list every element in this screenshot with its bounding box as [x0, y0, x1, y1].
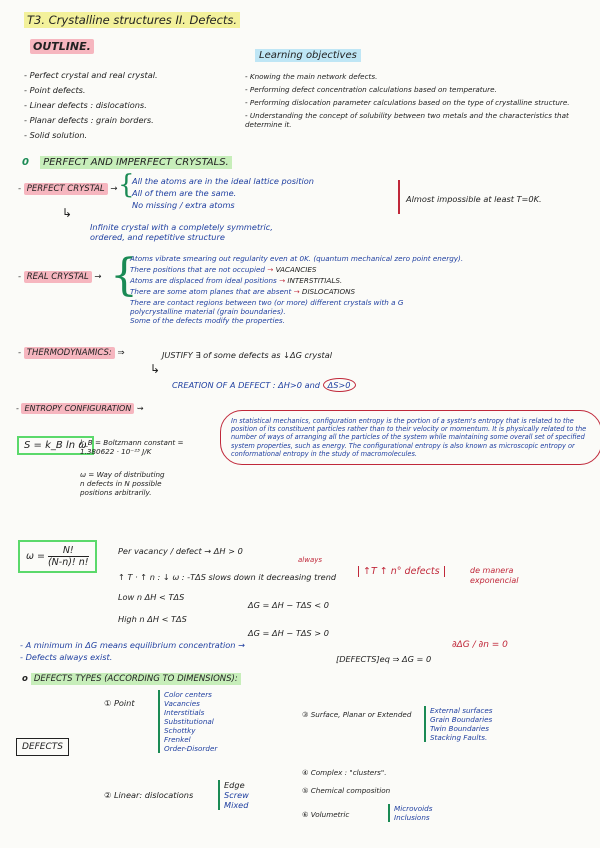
arrow-icon: ↳ — [62, 206, 73, 220]
entropy-label: - ENTROPY CONFIGURATION ⇝ — [16, 404, 144, 413]
thermo-creation: CREATION OF A DEFECT : ΔH>0 and ΔS>0 — [172, 380, 356, 390]
objective-item: - Understanding the concept of solubility between two metals and the characteristics that determine it. — [245, 111, 569, 129]
arrow-icon: ↳ — [150, 362, 161, 376]
type-linear: ② Linear: dislocations — [104, 790, 194, 800]
vacancy-derivative: ∂ΔG / ∂n = 0 — [452, 640, 508, 650]
entropy-kb: k_B = Boltzmann constant = 1.380622 · 10⁻²³ J/K — [80, 438, 184, 456]
real-brace-icon: { — [110, 250, 138, 301]
vacancy-minimum: - A minimum in ΔG means equilibrium concentration → — [20, 640, 245, 650]
thermo-justify: JUSTIFY ∃ of some defects as ↓ΔG crystal — [162, 350, 333, 360]
vacancy-dg-1: ΔG = ΔH − TΔS < 0 — [248, 600, 329, 610]
vacancy-line-3: Low n ΔH < TΔS — [118, 592, 185, 602]
outline-list — [24, 70, 244, 140]
outline-item: - Planar defects : grain borders. — [24, 115, 154, 125]
perfect-note: Almost impossible at least T=0K. — [406, 194, 542, 204]
page-title: T3. Crystalline structures II. Defects. — [24, 12, 240, 28]
type-linear-list: Edge Screw Mixed — [218, 780, 249, 810]
type-volumetric-list: Microvoids Inclusions — [388, 804, 432, 822]
type-point-list: Color centers Vacancies Interstitials Substitutional Schottky Frenkel Order-Disorder — [158, 690, 217, 753]
objectives-list — [245, 72, 575, 129]
entropy-formula: S = k_B ln ω — [17, 436, 94, 455]
perfect-crystal-label: - PERFECT CRYSTAL → — [18, 184, 118, 194]
entropy-omega: ω = Way of distributing n defects in N possible positions arbitrarily. — [80, 470, 165, 497]
outline-item: - Point defects. — [24, 85, 86, 95]
vacancy-exponential: de manera exponencial — [470, 566, 519, 585]
defects-label: DEFECTS — [16, 738, 69, 756]
real-crystal-label: - REAL CRYSTAL → — [18, 272, 102, 282]
section-0-heading: 0 PERFECT AND IMPERFECT CRYSTALS. — [22, 157, 232, 168]
types-heading: o DEFECTS TYPES (ACCORDING TO DIMENSIONS): — [22, 674, 241, 684]
perfect-brace-icon: { — [118, 170, 135, 200]
type-point: ① Point — [104, 698, 135, 708]
objective-item: - Performing dislocation parameter calculations based on the type of crystalline structure. — [245, 98, 570, 107]
section-0-title: PERFECT AND IMPERFECT CRYSTALS. — [40, 156, 232, 169]
vacancy-exist: - Defects always exist. — [20, 652, 113, 662]
type-complex: ④ Complex : "clusters". — [302, 768, 387, 777]
omega-formula: ω = $\frac{N!}{(N-n)! n!}$ — [18, 540, 97, 573]
vacancy-line-1: Per vacancy / defect → ΔH > 0 — [118, 546, 243, 556]
vacancy-boxed: ↑T ↑ n° defects — [358, 566, 445, 577]
objectives-heading — [255, 50, 361, 61]
vacancy-line-2: ↑ T · ↑ n : ↓ ω : -TΔS slows down it decreasing trend — [118, 572, 337, 582]
vacancy-line-4: High n ΔH < TΔS — [118, 614, 187, 624]
outline-item: - Perfect crystal and real crystal. — [24, 70, 158, 80]
type-volumetric: ⑥ Volumetric — [302, 810, 350, 819]
vacancy-eq: [DEFECTS]eq ⇒ ΔG = 0 — [336, 654, 432, 664]
objective-item: - Knowing the main network defects. — [245, 72, 378, 81]
objectives-heading-text: Learning objectives — [255, 49, 361, 62]
thermo-label: - THERMODYNAMICS: ⇒ — [18, 348, 125, 358]
entropy-definition-cloud: In statistical mechanics, configuration entropy is the portion of a system's entropy that is related to the position of its constituent particles rather than to their velocity or momentum. It is physically related to the number of ways of arranging all the particles of the system while maintaining some overall set of specified system properties, such as energy. The configurational entropy is also known as microscopic entropy or conformational entropy in the study of macromolecules. — [220, 410, 600, 465]
vacancy-always: always — [298, 556, 323, 564]
perfect-red-bracket — [398, 180, 400, 214]
objective-item: - Performing defect concentration calculations based on temperature. — [245, 85, 497, 94]
outline-heading-text: OUTLINE. — [30, 39, 94, 54]
perfect-infinite: Infinite crystal with a completely symmetric, ordered, and repetitive structure — [90, 222, 273, 242]
type-chemical: ⑤ Chemical composition — [302, 786, 391, 795]
type-surface: ③ Surface, Planar or Extended — [302, 710, 412, 719]
type-surface-list: External surfaces Grain Boundaries Twin Boundaries Stacking Faults. — [424, 706, 493, 742]
vacancy-dg-2: ΔG = ΔH − TΔS > 0 — [248, 628, 329, 638]
outline-heading — [30, 40, 94, 53]
outline-item: - Solid solution. — [24, 130, 88, 140]
perfect-crystal-lines: All the atoms are in the ideal lattice position All of them are the same. No missing / extra atoms — [132, 176, 314, 210]
real-crystal-lines: Atoms vibrate smearing out regularity even at 0K. (quantum mechanical zero point energy). There positions that are not occupied → VACANCIES Atoms are displaced from ideal positions → INTERSTITIALS. There are some atom planes that are absent → DISLOCATIONS There are contact regions between two (or more) different crystals with a G polycrystalline material (grain boundaries). Some of the defects modify the properties. — [130, 254, 464, 325]
outline-item: - Linear defects : dislocations. — [24, 100, 147, 110]
thermo-ds: ΔS>0 — [323, 378, 356, 392]
